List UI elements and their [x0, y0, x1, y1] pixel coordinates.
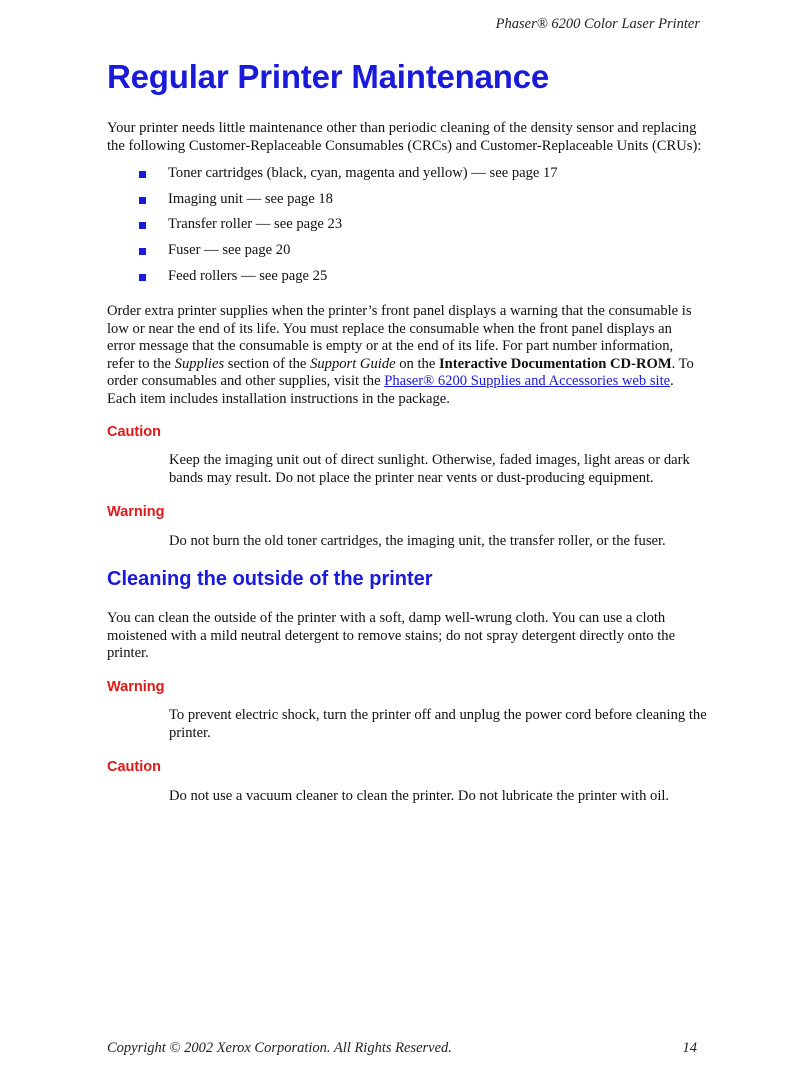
support-guide-title: Support Guide — [310, 355, 396, 372]
order-text-part2: section of the — [224, 355, 311, 372]
list-item — [139, 242, 558, 268]
square-bullet-icon — [139, 222, 146, 229]
running-header: Phaser® 6200 Color Laser Printer — [495, 16, 700, 32]
list-item-text: Feed rollers — see page 25 — [168, 267, 328, 284]
list-item-text: Fuser — see page 20 — [168, 242, 291, 259]
list-item-text: Transfer roller — see page 23 — [168, 216, 343, 233]
cleaning-paragraph: You can clean the outside of the printer with a soft, damp well-wrung cloth. You can use a cloth moistened with a mild neutral detergent to remove stains; do not spray detergent directly onto the printer. — [107, 610, 676, 662]
consumables-list — [139, 165, 558, 293]
order-paragraph — [107, 303, 702, 409]
footer-copyright: Copyright © 2002 Xerox Corporation. All Rights Reserved. — [107, 1040, 452, 1056]
supplies-web-link[interactable]: Phaser® 6200 Supplies and Accessories web site — [384, 373, 671, 390]
list-item-text: Toner cartridges (black, cyan, magenta and yellow) — see page 17 — [168, 165, 558, 181]
warning-text: Do not burn the old toner cartridges, the imaging unit, the transfer roller, or the fuser. — [169, 533, 666, 549]
warning-label: Warning — [107, 504, 165, 520]
list-item — [139, 268, 558, 294]
order-text-part4: . To order consumables and other supplies, visit the — [107, 355, 694, 390]
square-bullet-icon — [139, 248, 146, 255]
caution-text: Keep the imaging unit out of direct sunlight. Otherwise, faded images, light areas or dark bands may result. Do not place the printer near vents or dust-producing equipment. — [169, 452, 690, 486]
warning-label: Warning — [107, 679, 165, 695]
page-title: Regular Printer Maintenance — [107, 58, 550, 95]
supplies-term: Supplies — [174, 355, 225, 372]
warning-text: To prevent electric shock, turn the printer off and unplug the power cord before cleaning the printer. — [169, 707, 707, 741]
order-text-part3: on the — [395, 355, 439, 372]
list-item-text: Imaging unit — see page 18 — [168, 190, 333, 207]
order-text-part1: Order extra printer supplies when the printer’s front panel displays a warning that the consumable is low or near the end of its life. You must replace the consumable when the front panel displays an error message that the consumable is empty or at the end of its life. For part number information, refer to the — [107, 303, 692, 372]
square-bullet-icon — [139, 274, 146, 281]
caution-label: Caution — [107, 424, 161, 440]
square-bullet-icon — [139, 171, 146, 178]
cd-rom-title: Interactive Documentation CD-ROM — [438, 355, 672, 372]
caution-text: Do not use a vacuum cleaner to clean the printer. Do not lubricate the printer with oil. — [169, 788, 670, 804]
list-item — [139, 191, 558, 217]
section-heading: Cleaning the outside of the printer — [107, 568, 433, 590]
order-text-part5: . Each item includes installation instructions in the package. — [107, 373, 674, 407]
page-number: 14 — [682, 1040, 697, 1056]
intro-paragraph: Your printer needs little maintenance other than periodic cleaning of the density sensor and replacing the following Customer-Replaceable Consumables (CRCs) and Customer-Replaceable Units (CRUs): — [107, 120, 702, 154]
square-bullet-icon — [139, 197, 146, 204]
list-item — [139, 216, 558, 242]
caution-label: Caution — [107, 759, 161, 775]
list-item — [139, 165, 558, 191]
